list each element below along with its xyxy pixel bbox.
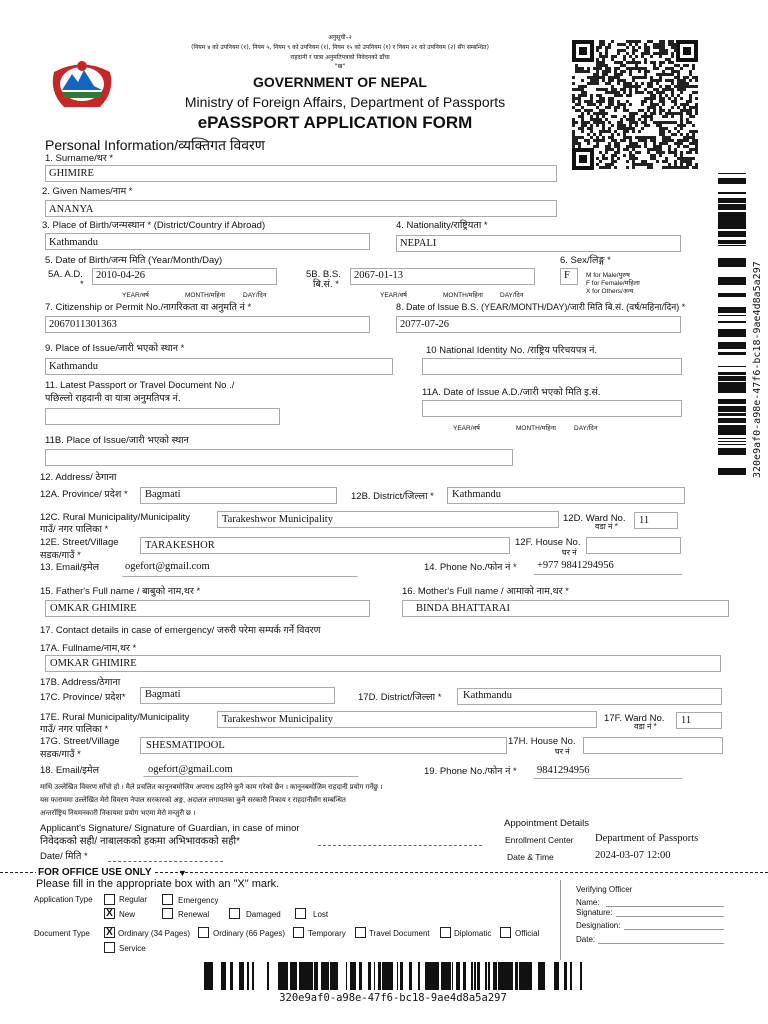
ordinary-66-checkbox[interactable] bbox=[198, 927, 209, 938]
diplomatic-checkbox[interactable] bbox=[440, 927, 451, 938]
emergency-label: 17. Contact details in case of emergency/ जरुरी परेमा सम्पर्क गर्ने विवरण bbox=[40, 625, 321, 636]
official-checkbox[interactable] bbox=[500, 927, 511, 938]
document-name-text: राहदानी र यात्रा अनुमतिपत्रको निवेदनको ढाँचा bbox=[290, 54, 390, 61]
surname-label: 1. Surname/थर * bbox=[45, 153, 114, 164]
declaration-line-2: यस फाराममा उल्लेखित मेरो विवरण नेपाल सरकारको अङ्ग, अदालत लगायतका कुनै सरकारी निकाय र राहदानीसँग सम्बन्धित bbox=[40, 797, 346, 804]
verifying-designation-line[interactable] bbox=[624, 929, 724, 930]
declaration-line-3: अन्तर्राष्ट्रिय नियमनकारी निकायमा प्रयोग भएमा मेरो मन्जुरी छ । bbox=[40, 810, 196, 817]
lost-label: Lost bbox=[313, 910, 329, 919]
doc-issue-month-hint: MONTH/महिना bbox=[516, 425, 556, 432]
verifying-date-label: Date: bbox=[576, 935, 596, 944]
municipality-value: Tarakeshwor Municipality bbox=[222, 514, 333, 525]
verifying-divider bbox=[560, 880, 561, 960]
signature-line[interactable] bbox=[318, 845, 482, 846]
appointment-title: Appointment Details bbox=[504, 818, 590, 829]
bottom-barcode bbox=[202, 962, 584, 990]
verifying-signature-line[interactable] bbox=[616, 916, 724, 917]
new-label: New bbox=[119, 910, 136, 919]
regular-checkbox[interactable] bbox=[104, 894, 115, 905]
house-field[interactable] bbox=[586, 537, 681, 554]
doc-issue-date-label: 11A. Date of Issue A.D./जारी भएको मिति इ.सं. bbox=[422, 387, 601, 398]
enrollment-center-label: Enrollment Center bbox=[505, 835, 574, 845]
ward-sublabel: वडा नं * bbox=[595, 522, 618, 531]
emergency-ward-value: 11 bbox=[681, 715, 692, 726]
emergency-province-label: 17C. Province/ प्रदेश* bbox=[40, 692, 126, 703]
house-sublabel: घर नं bbox=[562, 548, 577, 557]
sex-value: F bbox=[564, 270, 570, 281]
place-of-issue-value: Kathmandu bbox=[49, 361, 98, 372]
section-title: Personal Information/व्यक्तिगत विवरण bbox=[45, 137, 265, 153]
dob-ad-year-hint: YEAR/वर्ष bbox=[122, 292, 149, 299]
emergency-house-field[interactable] bbox=[583, 737, 723, 754]
dob-bs-day-hint: DAY/दिन bbox=[500, 292, 524, 299]
service-label: Service bbox=[119, 944, 146, 953]
vertical-barcode-id: 320e9af0-a98e-47f6-bc18-9ae4d8a5a297 bbox=[752, 261, 763, 478]
emergency-street-value: SHESMATIPOOL bbox=[146, 740, 225, 751]
father-label: 15. Father's Full name / बाबुको नाम,थर * bbox=[40, 586, 201, 597]
address-label: 12. Address/ ठेगाना bbox=[40, 472, 117, 483]
sex-other-hint: X for Others/अन्य bbox=[586, 288, 634, 295]
annex-text: अनुसूची–२ bbox=[328, 34, 352, 41]
vertical-barcode bbox=[718, 173, 746, 478]
diplomatic-label: Diplomatic bbox=[454, 929, 492, 938]
latest-passport-field[interactable] bbox=[45, 408, 280, 425]
doc-issue-place-field[interactable] bbox=[45, 449, 513, 466]
qr-code bbox=[572, 40, 698, 170]
nepal-emblem-logo bbox=[44, 52, 120, 112]
damaged-checkbox[interactable] bbox=[229, 908, 240, 919]
latest-passport-label-np: पछिल्लो राहदानी वा यात्रा अनुमतिपत्र नं. bbox=[45, 393, 181, 404]
mother-value: BINDA BHATTARAI bbox=[416, 603, 510, 614]
new-checkbox[interactable]: X bbox=[104, 908, 115, 919]
dob-ad-label: 5A. A.D. bbox=[48, 269, 83, 280]
mother-label: 16. Mother's Full name / आमाको नाम,थर * bbox=[402, 586, 569, 597]
dob-bs-year-hint: YEAR/वर्ष bbox=[380, 292, 407, 299]
emergency-house-label: 17H. House No. bbox=[508, 736, 576, 747]
bottom-barcode-id: 320e9af0-a98e-47f6-bc18-9ae4d8a5a297 bbox=[279, 992, 507, 1004]
office-instruction: Please fill in the appropriate box with an "X" mark. bbox=[36, 878, 280, 890]
emergency-street-label: 17G. Street/Village bbox=[40, 736, 120, 747]
latest-passport-label: 11. Latest Passport or Travel Document No ./ bbox=[45, 380, 235, 391]
place-of-birth-value: Kathmandu bbox=[49, 237, 98, 248]
municipality-label: 12C. Rural Municipality/Municipality bbox=[40, 512, 190, 523]
emergency-checkbox[interactable] bbox=[162, 894, 173, 905]
given-names-field[interactable] bbox=[45, 200, 557, 217]
ministry-title: Ministry of Foreign Affairs, Department of Passports bbox=[184, 94, 506, 110]
lost-checkbox[interactable] bbox=[295, 908, 306, 919]
enrollment-center-value: Department of Passports bbox=[595, 833, 699, 844]
nationality-label: 4. Nationality/राष्ट्रियता * bbox=[396, 220, 488, 231]
sex-label: 6. Sex/लिङ्ग * bbox=[560, 255, 611, 266]
district-label: 12B. District/जिल्ला * bbox=[351, 491, 434, 502]
dob-bs-month-hint: MONTH/महिना bbox=[443, 292, 483, 299]
service-checkbox[interactable] bbox=[104, 942, 115, 953]
sex-female-hint: F for Female/महिला bbox=[586, 280, 640, 287]
phone-label: 14. Phone No./फोन नं * bbox=[424, 562, 517, 573]
emergency-phone-label: 19. Phone No./फोन नं * bbox=[424, 766, 517, 777]
date-of-issue-value: 2077-07-26 bbox=[400, 319, 449, 330]
email-label: 13. Email/इमेल bbox=[40, 562, 100, 573]
form-title: ePASSPORT APPLICATION FORM bbox=[197, 113, 473, 132]
emergency-fullname-value: OMKAR GHIMIRE bbox=[50, 658, 137, 669]
temporary-label: Temporary bbox=[308, 929, 346, 938]
renewal-checkbox[interactable] bbox=[162, 908, 173, 919]
email-value: ogefort@gmail.com bbox=[125, 561, 210, 572]
surname-value: GHIMIRE bbox=[49, 168, 94, 179]
place-of-issue-label: 9. Place of Issue/जारी भएको स्थान * bbox=[45, 343, 185, 354]
verifying-name-line[interactable] bbox=[606, 906, 724, 907]
emergency-email-value: ogefort@gmail.com bbox=[148, 764, 233, 775]
province-value: Bagmati bbox=[145, 489, 181, 500]
emergency-fullname-field[interactable] bbox=[45, 655, 721, 672]
doc-issue-year-hint: YEAR/वर्ष bbox=[453, 425, 480, 432]
province-label: 12A. Province/ प्रदेश * bbox=[40, 489, 128, 500]
dob-bs-label: 5B. B.S. bbox=[306, 269, 341, 280]
verifying-date-line[interactable] bbox=[598, 943, 724, 944]
document-type-label: Document Type bbox=[34, 929, 90, 938]
date-line[interactable] bbox=[108, 861, 223, 862]
renewal-label: Renewal bbox=[178, 910, 210, 919]
dropdown-arrow-icon: ▼ bbox=[178, 868, 187, 878]
rule-reference-text: (नियम ४ को उपनियम (१), नियम ५, नियम ९ को उपनियम (१), नियम १५ को उपनियम (१) र नियम २१ को उपनियम (२) सँग सम्बन्धित) bbox=[191, 44, 489, 51]
street-label-np: सडक/गाउँ * bbox=[40, 550, 81, 561]
application-type-label: Application Type bbox=[34, 895, 93, 904]
given-names-value: ANANYA bbox=[49, 204, 94, 215]
surname-field[interactable] bbox=[45, 165, 557, 182]
emergency-address-label: 17B. Address/ठेगाना bbox=[40, 677, 121, 688]
municipality-label-np: गाउँ/ नगर पालिका * bbox=[40, 524, 109, 535]
given-names-label: 2. Given Names/नाम * bbox=[42, 186, 133, 197]
national-id-label: 10 National Identity No. /राष्ट्रिय परिचयपत्र नं. bbox=[426, 345, 598, 356]
house-label: 12F. House No. bbox=[515, 537, 581, 548]
damaged-label: Damaged bbox=[246, 910, 281, 919]
emergency-province-value: Bagmati bbox=[145, 689, 181, 700]
emergency-email-label: 18. Email/इमेल bbox=[40, 765, 100, 776]
emergency-label: Emergency bbox=[178, 896, 219, 905]
place-of-birth-label: 3. Place of Birth/जन्मस्थान * (District/Country if Abroad) bbox=[42, 220, 266, 231]
emergency-street-label-np: सडक/गाउँ * bbox=[40, 749, 81, 760]
doc-issue-date-field[interactable] bbox=[422, 400, 682, 417]
national-id-field[interactable] bbox=[422, 358, 682, 375]
dob-ad-required: * bbox=[80, 279, 84, 290]
emergency-municipality-value: Tarakeshwor Municipality bbox=[222, 714, 333, 725]
citizenship-value: 2067011301363 bbox=[49, 319, 117, 330]
dob-bs-value: 2067-01-13 bbox=[354, 270, 403, 281]
appointment-datetime-label: Date & Time bbox=[507, 852, 554, 862]
ordinary-66-label: Ordinary (66 Pages) bbox=[213, 929, 286, 938]
sex-male-hint: M for Male/पुरुष bbox=[586, 272, 630, 279]
verifying-officer-title: Verifying Officer bbox=[576, 885, 633, 894]
dob-bs-sublabel: बि.सं. * bbox=[313, 279, 339, 290]
district-value: Kathmandu bbox=[452, 489, 501, 500]
phone-value: +977 9841294956 bbox=[537, 560, 614, 571]
verifying-signature-label: Signature: bbox=[576, 908, 613, 917]
dob-ad-month-hint: MONTH/महिना bbox=[185, 292, 225, 299]
emergency-phone-value: 9841294956 bbox=[537, 765, 590, 776]
street-value: TARAKESHOR bbox=[145, 540, 215, 551]
date-label: Date/ मिति * bbox=[40, 851, 88, 862]
citizenship-label: 7. Citizenship or Permit No./नागरिकता वा अनुमति नं * bbox=[45, 302, 252, 313]
regular-label: Regular bbox=[119, 895, 148, 904]
ordinary-34-label: Ordinary (34 Pages) bbox=[118, 929, 191, 938]
verifying-designation-label: Designation: bbox=[576, 921, 621, 930]
travel-document-label: Travel Document bbox=[369, 929, 430, 938]
emergency-ward-sublabel: वडा नं * bbox=[634, 722, 657, 731]
temporary-checkbox[interactable] bbox=[293, 927, 304, 938]
emergency-fullname-label: 17A. Fullname/नाम,थर * bbox=[40, 643, 137, 654]
dob-ad-value: 2010-04-26 bbox=[96, 270, 145, 281]
office-use-title: FOR OFFICE USE ONLY bbox=[38, 867, 152, 878]
date-of-issue-label: 8. Date of Issue B.S. (YEAR/MONTH/DAY)/जारी मिति बि.सं. (वर्ष/महिना/दिन) * bbox=[396, 302, 686, 312]
emergency-district-label: 17D. District/जिल्ला * bbox=[358, 692, 442, 703]
emergency-house-sublabel: घर नं bbox=[555, 747, 570, 756]
emergency-district-value: Kathmandu bbox=[463, 690, 512, 701]
government-title: GOVERNMENT OF NEPAL bbox=[253, 74, 427, 90]
ordinary-34-checkbox[interactable]: X bbox=[104, 927, 115, 938]
dob-ad-day-hint: DAY/दिन bbox=[243, 292, 267, 299]
emergency-ward-label: 17F. Ward No. bbox=[604, 713, 665, 724]
doc-issue-day-hint: DAY/दिन bbox=[574, 425, 598, 432]
declaration-line-1: माथि उल्लेखित विवरण साँचो हो । मैले प्रचलित कानूनबमोजिम अपराध ठहरिने कुनै काम गरेको छैन । कानूनबमोजिम राहदानी प्रयोग गर्नेछु । bbox=[40, 784, 383, 791]
dob-label: 5. Date of Birth/जन्म मिति (Year/Month/Day) bbox=[45, 255, 223, 266]
emergency-municipality-label: 17E. Rural Municipality/Municipality bbox=[40, 712, 190, 723]
signature-label-np: निवेदकको सही/ नाबालकको हकमा अभिभावकको सही* bbox=[40, 836, 240, 847]
travel-document-checkbox[interactable] bbox=[355, 927, 366, 938]
ward-label: 12D. Ward No. bbox=[563, 513, 626, 524]
verifying-name-label: Name: bbox=[576, 898, 600, 907]
annex-letter-text: "ख" bbox=[334, 63, 346, 70]
nationality-value: NEPALI bbox=[400, 238, 437, 249]
nationality-field[interactable] bbox=[396, 235, 681, 252]
doc-issue-place-label: 11B. Place of Issue/जारी भएको स्थान bbox=[45, 435, 189, 446]
official-label: Official bbox=[515, 929, 540, 938]
appointment-datetime-value: 2024-03-07 12:00 bbox=[595, 850, 671, 861]
ward-value: 11 bbox=[639, 515, 650, 526]
emergency-municipality-label-np: गाउँ/ नगर पालिका * bbox=[40, 724, 109, 735]
father-value: OMKAR GHIMIRE bbox=[50, 603, 137, 614]
signature-label: Applicant's Signature/ Signature of Guardian, in case of minor bbox=[40, 823, 300, 834]
street-label: 12E. Street/Village bbox=[40, 537, 119, 548]
